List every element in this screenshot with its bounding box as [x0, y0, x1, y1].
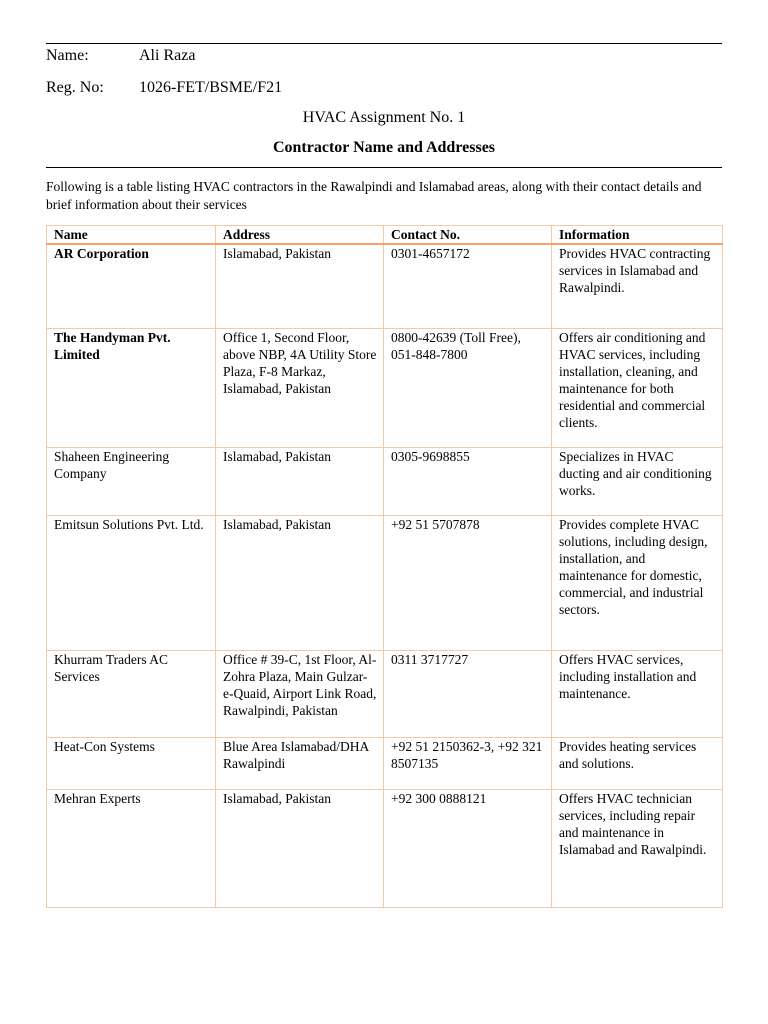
student-name-row [46, 46, 195, 66]
name-value: Ali Raza [139, 47, 196, 64]
contractor-info: Offers HVAC technician services, including repair and maintenance in Islamabad and Rawalpindi. [552, 789, 723, 907]
contractor-name: AR Corporation [47, 244, 216, 328]
contractor-address: Blue Area Islamabad/DHA Rawalpindi [216, 737, 384, 789]
table-row [47, 328, 723, 447]
reg-label: Reg. No: [46, 79, 104, 96]
assignment-title: HVAC Assignment No. 1 [302, 109, 466, 126]
table-row [47, 447, 723, 515]
contractor-contact: 0301-4657172 [384, 244, 552, 328]
table-header-row [47, 226, 723, 245]
contractor-info: Offers air conditioning and HVAC services, including installation, cleaning, and maintenance for both residential and commercial clients. [552, 328, 723, 447]
contractor-address: Islamabad, Pakistan [216, 789, 384, 907]
contractor-contact: +92 51 2150362-3, +92 321 8507135 [384, 737, 552, 789]
contractor-contact: 0800-42639 (Toll Free), 051-848-7800 [384, 328, 552, 447]
header-information: Information [552, 226, 723, 245]
contractor-contact: +92 51 5707878 [384, 515, 552, 650]
header-name: Name [47, 226, 216, 245]
contractor-contact: 0305-9698855 [384, 447, 552, 515]
contractor-address: Islamabad, Pakistan [216, 447, 384, 515]
name-label: Name: [46, 47, 89, 64]
contractor-name: Heat-Con Systems [47, 737, 216, 789]
table-row [47, 789, 723, 907]
contractor-name: Khurram Traders AC Services [47, 650, 216, 737]
contractor-address: Office 1, Second Floor, above NBP, 4A Utility Store Plaza, F-8 Markaz, Islamabad, Pakistan [216, 328, 384, 447]
document-title: Contractor Name and Addresses [272, 139, 496, 156]
reg-value: 1026-FET/BSME/F21 [139, 79, 283, 96]
table-row [47, 737, 723, 789]
contractor-contact: +92 300 0888121 [384, 789, 552, 907]
intro-paragraph: Following is a table listing HVAC contractors in the Rawalpindi and Islamabad areas, along with their contact details and brief information about their services [46, 179, 702, 212]
contractor-name: Mehran Experts [47, 789, 216, 907]
header-contact: Contact No. [384, 226, 552, 245]
top-rule [46, 43, 722, 44]
contractor-name: Emitsun Solutions Pvt. Ltd. [47, 515, 216, 650]
table-row [47, 244, 723, 328]
contractors-table [46, 225, 723, 908]
contractor-name: Shaheen Engineering Company [47, 447, 216, 515]
table-row [47, 650, 723, 737]
contractor-info: Offers HVAC services, including installation and maintenance. [552, 650, 723, 737]
contractor-contact: 0311 3717727 [384, 650, 552, 737]
title-rule [46, 167, 722, 168]
contractor-address: Office # 39-C, 1st Floor, Al-Zohra Plaza, Main Gulzar-e-Quaid, Airport Link Road, Rawalpindi, Pakistan [216, 650, 384, 737]
table-row [47, 515, 723, 650]
contractor-info: Provides heating services and solutions. [552, 737, 723, 789]
contractor-info: Specializes in HVAC ducting and air conditioning works. [552, 447, 723, 515]
contractor-info: Provides HVAC contracting services in Islamabad and Rawalpindi. [552, 244, 723, 328]
reg-no-row [46, 78, 282, 98]
contractor-address: Islamabad, Pakistan [216, 244, 384, 328]
header-address: Address [216, 226, 384, 245]
contractor-address: Islamabad, Pakistan [216, 515, 384, 650]
contractor-info: Provides complete HVAC solutions, including design, installation, and maintenance for domestic, commercial, and industrial sectors. [552, 515, 723, 650]
contractor-name: The Handyman Pvt. Limited [47, 328, 216, 447]
